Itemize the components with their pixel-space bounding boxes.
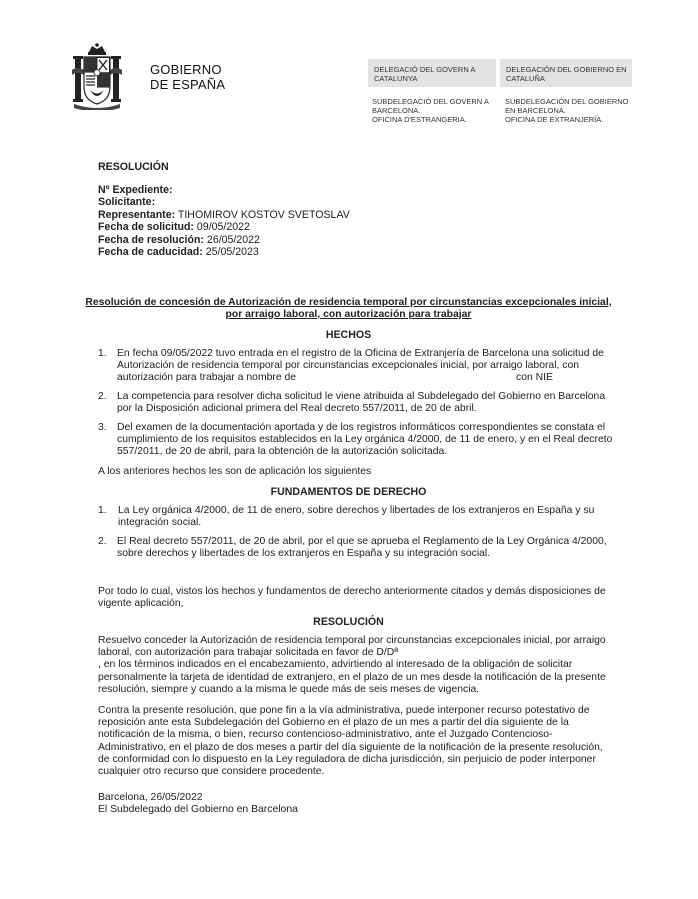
header-box-left-line-2: CATALUNYA (374, 74, 418, 83)
resolucion-p1-line-1: Resuelvo conceder la Autorización de residencia temporal por circunstancias excepcionales inicial, por arraigo (98, 635, 606, 646)
resolution-heading: RESOLUCIÓN (98, 161, 169, 173)
hechos-1-line-1: En fecha 09/05/2022 tuvo entrada en el registro de la Oficina de Extranjería de Barcelona una solicitud de (117, 348, 604, 359)
hechos-item-3-number: 3. (98, 422, 107, 433)
por-todo-paragraph (98, 586, 616, 610)
hechos-1-line-3-text: autorización para trabajar a nombre de (117, 372, 297, 384)
title-line-2: por arraigo laboral, con autorización para trabajar (225, 309, 472, 320)
header-box-left-line-1: DELEGACIÓ DEL GOVERN A (374, 65, 476, 74)
hechos-3-line-1: Del examen de la documentación aportada y de los registros informáticos correspondientes se constata el (117, 422, 606, 433)
document-title (80, 297, 617, 321)
header-box-right-line-2: CATALUÑA (506, 74, 545, 83)
header-box-delegacio (368, 59, 496, 87)
expediente-label: Nº Expediente: (98, 184, 173, 196)
resolucion-p1-line-3: , en los términos indicados en el encabezamiento, advirtiendo al interesado de la obligación de solicitar (98, 659, 573, 671)
resolucion-paragraph-1 (98, 635, 616, 696)
hechos-item-1 (117, 348, 616, 385)
resolucion-p2-line-6: cualquier otro recurso que considere procedente. (98, 766, 325, 778)
hechos-1-line-2: Autorización de residencia temporal por circunstancias excepcionales inicial, por arraigo laboral, con (117, 360, 580, 372)
hechos-3-line-3: 557/2011, de 20 de abril, para la obtención de la autorización solicitada. (117, 446, 448, 458)
nie-label: con NIE (516, 372, 553, 384)
solicitante-row (98, 196, 155, 208)
hechos-item-2 (117, 391, 616, 415)
fundamentos-1-line-1: La Ley orgánica 4/2000, de 11 de enero, sobre derechos y libertades de los extranjeros en España y su (118, 505, 595, 516)
por-todo-line-1: Por todo lo cual, vistos los hechos y fundamentos de derecho anteriormente citados y demás disposiciones de (98, 586, 606, 597)
hechos-2-line-2: por la Disposición adicional primera del Real decreto 557/2011, de 20 de abril. (117, 403, 477, 415)
fecha-caducidad-label: Fecha de caducidad: (98, 246, 203, 258)
header-subdelegacio (372, 97, 489, 124)
header-box-delegacion (500, 59, 632, 87)
representante-row (98, 209, 350, 221)
fecha-solicitud-value: 09/05/2022 (196, 221, 250, 234)
representante-value: TIHOMIROV KOSTOV SVETOSLAV (177, 208, 350, 221)
fundamentos-1-line-2: integración social. (118, 517, 202, 529)
sub-left-line-1: SUBDELEGACIÓ DEL GOVERN A (372, 97, 489, 106)
hechos-item-3 (117, 422, 616, 459)
resolucion-p2-line-3: notificación de la misma, o bien, recurso contencioso-administrativo, ante el Juzgado Contencioso- (98, 729, 553, 741)
resolucion-p1-line-4: personalmente la tarjeta de identidad de extranjero, en el plazo de un mes desde la notificación de la presente (98, 671, 606, 683)
sub-right-line-3: OFICINA DE EXTRANJERÍA. (505, 115, 604, 124)
header-subdelegacion (505, 97, 629, 124)
fundamentos-2-line-2: sobre derechos y libertades de los extranjeros en España y su integración social. (117, 548, 491, 560)
resolucion-p2-line-1: Contra la presente resolución, que pone fin a la vía administrativa, puede interponer recurso potestativo de (98, 705, 590, 716)
resolucion-paragraph-2 (98, 705, 616, 778)
signer: El Subdelegado del Gobierno en Barcelona (98, 804, 298, 816)
hechos-heading: HECHOS (325, 329, 372, 341)
gobierno-de-espana-logo-text (150, 62, 225, 92)
fecha-caducidad-row (98, 246, 259, 258)
fundamentos-2-line-1: El Real decreto 557/2011, de 20 de abril, por el que se aprueba el Reglamento de la Ley Orgánica 4/2000, (117, 536, 607, 547)
gov-line-2: DE ESPAÑA (150, 77, 226, 92)
fecha-resolucion-label: Fecha de resolución: (98, 233, 204, 246)
sub-right-line-2: EN BARCELONA. (505, 106, 566, 115)
sub-left-line-2: BARCELONA. (372, 106, 421, 115)
hechos-item-2-number: 2. (98, 391, 107, 402)
hechos-1-line-3 (117, 372, 616, 384)
sub-left-line-3: OFICINA D'ESTRANGERIA. (372, 115, 467, 124)
gov-line-1: GOBIERNO (150, 62, 222, 77)
fundamentos-item-2-number: 2. (98, 536, 107, 547)
por-todo-line-2: vigente aplicación, (98, 598, 184, 610)
resolucion-p1-line-2: laboral, con autorización para trabajar solicitada en favor de D/Dª (98, 647, 399, 659)
header-box-right-line-1: DELEGACIÓN DEL GOBIERNO EN (506, 65, 627, 74)
hechos-2-line-1: La competencia para resolver dicha solicitud le viene atribuida al Subdelegado del Gobierno en Barcelona (117, 391, 606, 402)
resolucion-p2-line-4: Administrativo, en el plazo de dos meses a partir del día siguiente de la notificación de la presente resolución, (98, 741, 603, 753)
hechos-3-line-2: cumplimiento de los requisitos establecidos en la Ley orgánica 4/2000, de 11 de enero, y en el Real decreto (117, 434, 613, 446)
representante-label: Representante: (98, 208, 176, 221)
sub-right-line-1: SUBDELEGACIÓN DEL GOBIERNO (505, 97, 629, 106)
signature-block (98, 792, 298, 816)
fundamentos-item-2 (117, 536, 616, 560)
resolucion-p1-line-5: resolución, siempre y cuando a la misma le quede más de seis meses de vigencia. (98, 683, 480, 695)
coat-of-arms-icon (72, 42, 122, 110)
solicitante-label: Solicitante: (98, 196, 156, 209)
fundamentos-item-1 (118, 505, 616, 529)
fecha-solicitud-row (98, 221, 250, 233)
resolucion-p2-line-2: reposición ante esta Subdelegación del Gobierno en el plazo de un mes a partir del día siguiente de la (98, 717, 569, 729)
fecha-resolucion-row (98, 234, 260, 246)
title-line-1: Resolución de concesión de Autorización de residencia temporal por circunstancias excepcionales inicial, (85, 297, 612, 308)
fundamentos-item-1-number: 1. (98, 505, 107, 516)
hechos-closing: A los anteriores hechos les son de aplicación los siguientes (98, 466, 372, 477)
expediente-row (98, 184, 173, 196)
place-date: Barcelona, 26/05/2022 (98, 792, 203, 803)
fecha-solicitud-label: Fecha de solicitud: (98, 221, 194, 234)
fundamentos-heading: FUNDAMENTOS DE DERECHO (270, 486, 427, 498)
fecha-caducidad-value: 25/05/2023 (205, 246, 259, 258)
fecha-resolucion-value: 26/05/2022 (206, 233, 260, 246)
resolucion-p2-line-5: de conformidad con lo dispuesto en la Ley reguladora de dicha jurisdicción, sin perjuicio de poder interponer (98, 753, 596, 765)
resolucion-heading: RESOLUCIÓN (313, 616, 384, 628)
hechos-item-1-number: 1. (98, 348, 107, 359)
